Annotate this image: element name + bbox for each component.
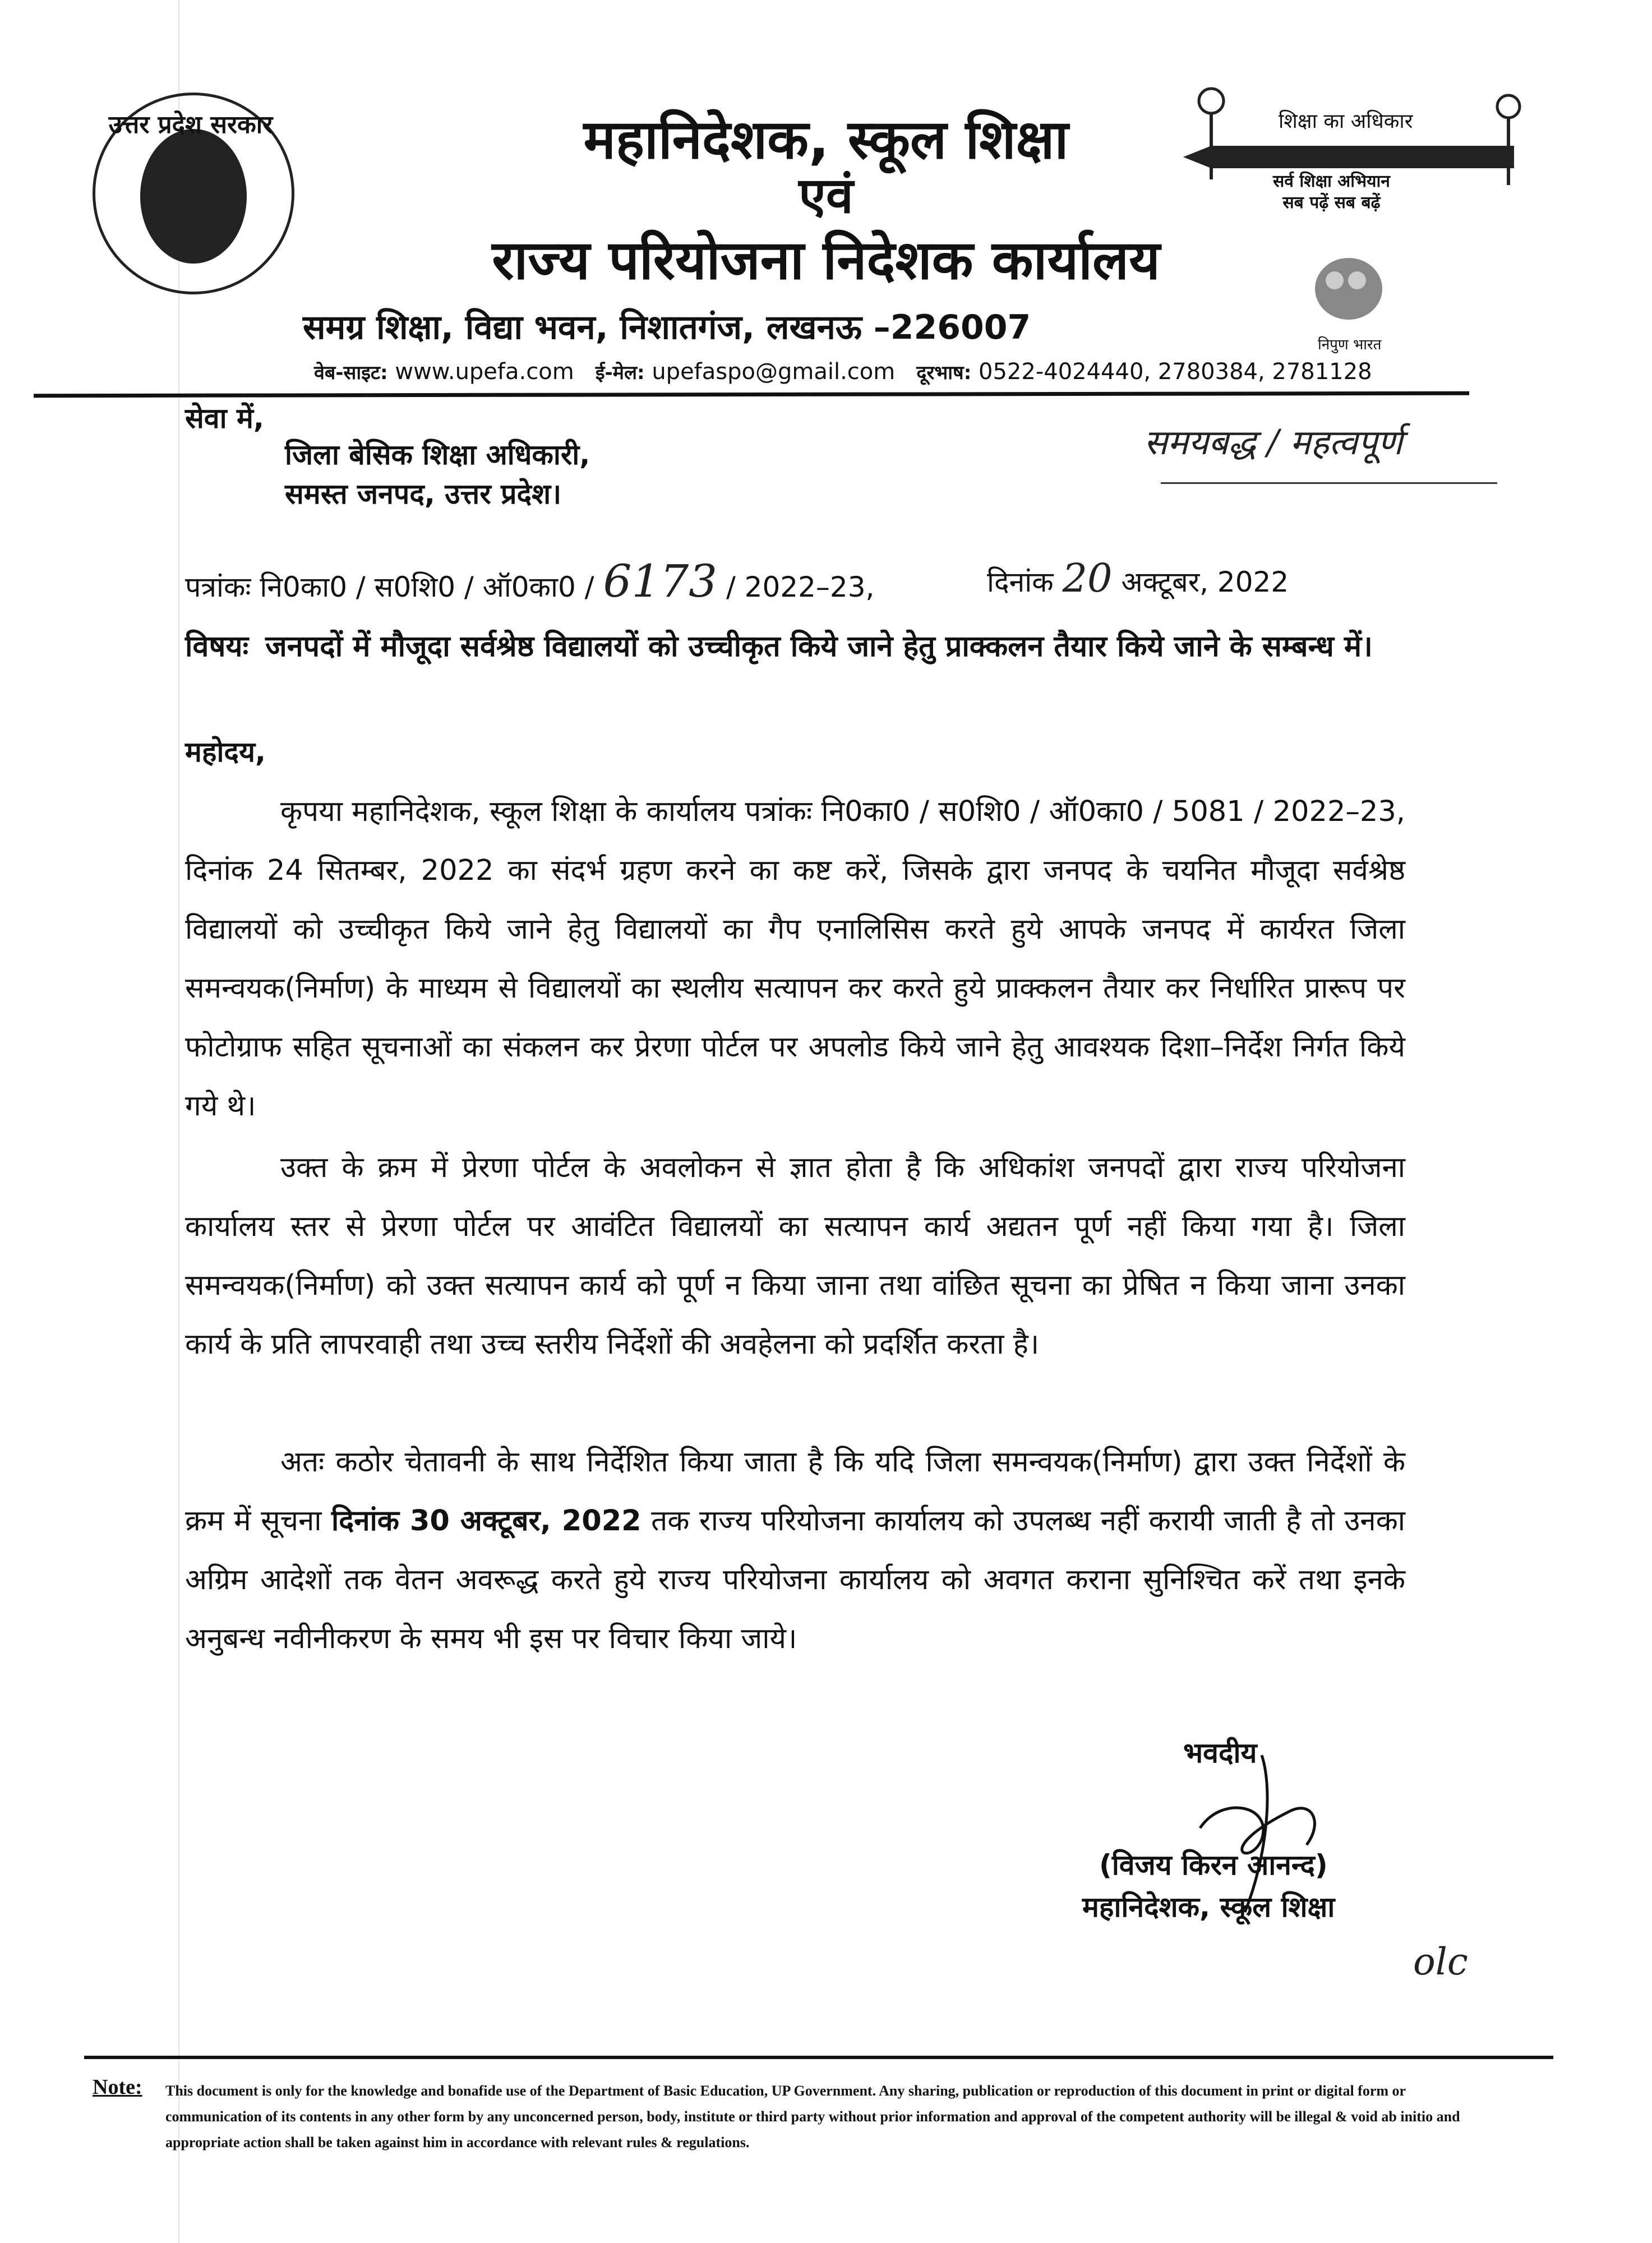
phone-label: दूरभाष: bbox=[916, 362, 972, 384]
body-paragraph-1: कृपया महानिदेशक, स्कूल शिक्षा के कार्यालय पत्रांकः नि0का0 / स0शि0 / ऑ0का0 / 5081 / 2022–23, दिनांक 24 सितम्बर, 2022 का संदर्भ ग्रहण करने का कष्ट करें, जिसके द्वारा जनपद के चयनित मौजूदा सर्वश्रेष्ठ विद्यालयों को उच्चीकृत किये जाने हेतु विद्यालयों का गैप एनालिसिस करते हुये आपके जनपद में कार्यरत जिला समन्वयक(निर्माण) के माध्यम से विद्यालयों का स्थलीय सत्यापन कर करते हुये प्राक्कलन तैयार कर निर्धारित प्रारूप पर फोटोग्राफ सहित सूचनाओं का संकलन कर प्रेरणा पोर्टल पर अपलोड किये जाने हेतु आवश्यक दिशा–निर्देश निर्गत किये गये थे। bbox=[185, 795, 1405, 1123]
date-label: दिनांक bbox=[987, 566, 1054, 598]
subject-label: विषयः bbox=[185, 630, 249, 663]
page-margin-line bbox=[178, 0, 179, 2243]
ssa-line2: सब पढ़ें सब बढ़ें bbox=[1282, 193, 1381, 213]
date-rest: अक्टूबर, 2022 bbox=[1121, 566, 1289, 598]
recipient-line1: जिला बेसिक शिक्षा अधिकारी, bbox=[285, 439, 590, 471]
body-paragraph-3 bbox=[185, 1433, 1405, 1668]
seal-text: उत्तर प्रदेश सरकार bbox=[108, 110, 273, 139]
date-day: 20 bbox=[1062, 555, 1113, 601]
website-link[interactable]: www.upefa.com bbox=[395, 359, 574, 385]
ssa-logo-text bbox=[1273, 171, 1390, 214]
reference-line bbox=[185, 555, 874, 607]
handwritten-priority-note: समयबद्ध / महत्वपूर्ण bbox=[1144, 422, 1403, 463]
handwritten-initials: olc bbox=[1413, 1940, 1468, 1983]
body-paragraph-2: उक्त के क्रम में प्रेरणा पोर्टल के अवलोकन से ज्ञात होता है कि अधिकांश जनपदों द्वारा राज्य परियोजना कार्यालय स्तर से प्रेरणा पोर्टल पर आवंटित विद्यालयों का सत्यापन कार्य अद्यतन पूर्ण नहीं किया गया है। जिला समन्वयक(निर्माण) को उक्त सत्यापन कार्य को पूर्ण न किया जाना तथा वांछित सूचना का प्रेषित न किया जाना उनका कार्य के प्रति लापरवाही तथा उच्च स्तरीय निर्देशों की अवहेलना को प्रदर्शित करता है। bbox=[185, 1151, 1405, 1361]
letterhead-title-line3: राज्य परियोजना निदेशक कार्यालय bbox=[492, 229, 1160, 292]
letterhead-title-line1: महानिदेशक, स्कूल शिक्षा bbox=[583, 108, 1069, 171]
ssa-line1: सर्व शिक्षा अभियान bbox=[1273, 172, 1390, 191]
letterhead-title-line2: एवं bbox=[799, 167, 853, 224]
note-label: Note: bbox=[93, 2075, 142, 2099]
priority-underline bbox=[1161, 482, 1497, 484]
nipun-bharat-logo-icon bbox=[1301, 236, 1396, 331]
reference-number: 6173 bbox=[603, 555, 718, 607]
greeting: महोदय, bbox=[185, 736, 266, 768]
subject bbox=[185, 628, 1405, 665]
nipun-bharat-text: निपुण भारत bbox=[1318, 336, 1382, 353]
p3-part-b: तक राज्य परियोजना कार्यालय को उपलब्ध नहीं करायी जाती है तो उनका अग्रिम आदेशों तक वेतन अवरूद्ध करते हुये राज्य परियोजना कार्यालय को अवगत कराना सुनिश्चित करें तथा इनके अनुबन्ध नवीनीकरण के समय भी इस पर विचार किया जाये। bbox=[185, 1504, 1405, 1655]
letterhead-divider bbox=[34, 391, 1469, 398]
email-label: ई-मेल: bbox=[595, 362, 645, 384]
date-line bbox=[987, 555, 1289, 601]
rte-logo-text: शिक्षा का अधिकार bbox=[1279, 110, 1413, 133]
email-link[interactable]: upefaspo@gmail.com bbox=[652, 359, 896, 385]
closing: भवदीय bbox=[1183, 1737, 1257, 1769]
letterhead-address: समग्र शिक्षा, विद्या भवन, निशातगंज, लखनऊ –226007 bbox=[303, 308, 1031, 347]
reference-suffix: / 2022–23, bbox=[726, 571, 875, 603]
reference-prefix: पत्रांकः नि0का0 / स0शि0 / ऑ0का0 / bbox=[185, 571, 594, 603]
signatory-designation: महानिदेशक, स्कूल शिक्षा bbox=[1082, 1891, 1335, 1923]
letterhead-contact bbox=[314, 359, 1372, 385]
recipient-to: सेवा में, bbox=[185, 402, 264, 435]
p3-deadline: दिनांक 30 अक्टूबर, 2022 bbox=[331, 1504, 642, 1538]
p3-part-a: अतः कठोर चेतावनी के साथ निर्देशित किया जाता है कि यदि जिला समन्वयक(निर्माण) द्वारा उक्त निर्देशों के क्रम में सूचना bbox=[185, 1446, 1405, 1538]
website-label: वेब-साइट: bbox=[314, 362, 388, 384]
note-text: This document is only for the knowledge and bonafide use of the Department of Basic Education, UP Government. Any sharing, publication or reproduction of this document in print or digital form or communication of its contents in any other form by any unconcerned person, body, institute or third party without prior information and approval of the competent authority will be illegal & void ab initio and appropriate action shall be taken against him in accordance with relevant rules & regulations. bbox=[165, 2083, 1460, 2150]
phone-numbers: 0522-4024440, 2780384, 2781128 bbox=[979, 359, 1372, 385]
signatory-name: (विजय किरन आनन्द) bbox=[1099, 1849, 1328, 1881]
footer-divider bbox=[84, 2056, 1553, 2059]
recipient-line2: समस्त जनपद, उत्तर प्रदेश। bbox=[285, 478, 562, 510]
subject-text: जनपदों में मौजूदा सर्वश्रेष्ठ विद्यालयों को उच्चीकृत किये जाने हेतु प्राक्कलन तैयार किये जाने के सम्बन्ध में। bbox=[265, 630, 1373, 663]
